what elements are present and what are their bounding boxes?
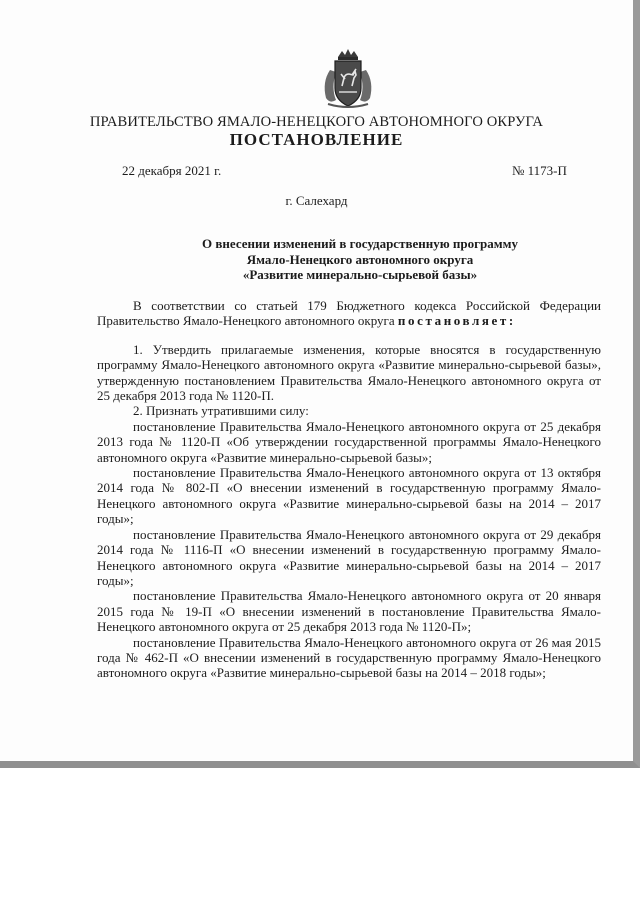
document-body — [97, 298, 601, 681]
repealed-act-paragraph: постановление Правительства Ямало-Ненецкого автономного округа от 13 октября 2014 года № 802-П «О внесении изменений в государственную программу Ямало-Ненецкого автономного округа «Развитие минерально-сырьевой базы на 2014 – 2017 годы»; — [97, 465, 601, 527]
intro-paragraph — [97, 298, 601, 329]
repealed-act-paragraph: постановление Правительства Ямало-Ненецкого автономного округа от 20 января 2015 года № 19-П «О внесении изменений в постановление Правительства Ямало-Ненецкого автономного округа от 25 декабря 2013 года № 1120-П»; — [97, 588, 601, 635]
subject-line: «Развитие минерально-сырьевой базы» — [242, 267, 478, 282]
document-number: № 1173-П — [512, 163, 567, 178]
subject-line: Ямало-Ненецкого автономного округа — [246, 251, 474, 267]
resolves-keyword: постановляет: — [397, 313, 516, 329]
repealed-act-paragraph: постановление Правительства Ямало-Ненецкого автономного округа от 25 декабря 2013 года № 1120-П «Об утверждении государственной программы Ямало-Ненецкого автономного округа «Развитие минерально-сырьевой базы»; — [97, 418, 601, 465]
item-2-paragraph: 2. Признать утратившими силу: — [133, 403, 309, 419]
repealed-act-paragraph: постановление Правительства Ямало-Ненецкого автономного округа от 26 мая 2015 года № 462-П «О внесении изменений в государственную программу Ямало-Ненецкого автономного округа «Развитие минерально-сырьевой базы на 2014 – 2018 годы»; — [97, 634, 601, 681]
document-date: 22 декабря 2021 г. — [122, 163, 222, 178]
coat-of-arms-icon — [318, 48, 378, 110]
document-city: г. Салехард — [285, 193, 348, 208]
document-subject — [120, 236, 600, 283]
government-title: ПРАВИТЕЛЬСТВО ЯМАЛО-НЕНЕЦКОГО АВТОНОМНОГО ОКРУГА — [89, 114, 544, 130]
intro-text: В соответствии со статьей 179 Бюджетного кодекса Российской Федерации Правительство Ямало-Ненецкого автономного округа — [97, 298, 601, 329]
document-type-title: ПОСТАНОВЛЕНИЕ — [229, 130, 404, 149]
repealed-act-paragraph: постановление Правительства Ямало-Ненецкого автономного округа от 29 декабря 2014 года № 1116-П «О внесении изменений в государственную программу Ямало-Ненецкого автономного округа «Развитие минерально-сырьевой базы на 2014 – 2017 годы»; — [97, 526, 601, 588]
item-1-paragraph: 1. Утвердить прилагаемые изменения, которые вносятся в государственную программу Ямало-Ненецкого автономного округа «Развитие минерально-сырьевой базы», утвержденную постановлением Правительства Ямало-Ненецкого автономного округа от 25 декабря 2013 года № 1120-П. — [97, 341, 601, 404]
subject-line: О внесении изменений в государственную программу — [202, 236, 518, 251]
